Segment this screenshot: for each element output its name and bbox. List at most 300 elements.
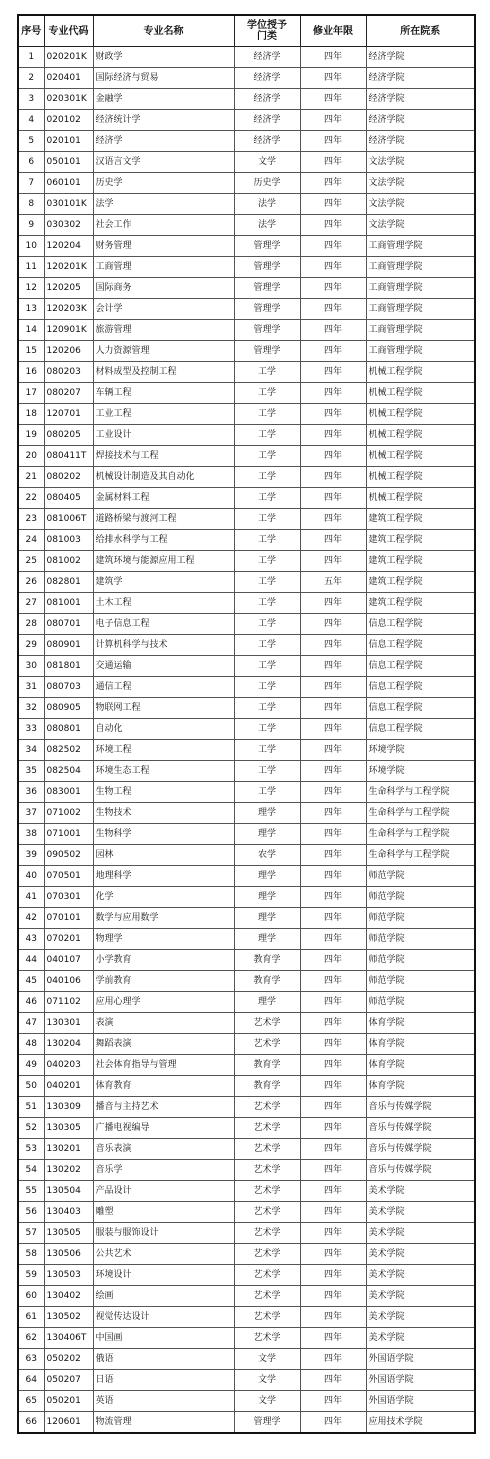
study-duration-cell: 四年 <box>300 908 366 929</box>
major-code-cell: 080801 <box>44 719 93 740</box>
study-duration-cell: 四年 <box>300 173 366 194</box>
table-row <box>18 1391 475 1412</box>
table-row <box>18 824 475 845</box>
row-index-cell: 52 <box>18 1118 44 1139</box>
study-duration-cell: 四年 <box>300 1034 366 1055</box>
major-name-cell: 汉语言文学 <box>93 152 234 173</box>
study-duration-cell: 四年 <box>300 1076 366 1097</box>
table-row <box>18 341 475 362</box>
major-name-cell: 通信工程 <box>93 677 234 698</box>
major-code-cell: 070201 <box>44 929 93 950</box>
major-code-cell: 040203 <box>44 1055 93 1076</box>
row-index-cell: 40 <box>18 866 44 887</box>
major-code-cell: 120206 <box>44 341 93 362</box>
table-row <box>18 1349 475 1370</box>
department-cell: 外国语学院 <box>366 1349 475 1370</box>
degree-category-cell: 管理学 <box>234 278 300 299</box>
row-index-cell: 8 <box>18 194 44 215</box>
major-name-cell: 物流管理 <box>93 1412 234 1434</box>
study-duration-cell: 四年 <box>300 446 366 467</box>
table-row <box>18 740 475 761</box>
major-code-cell: 120205 <box>44 278 93 299</box>
row-index-cell: 9 <box>18 215 44 236</box>
major-code-cell: 090502 <box>44 845 93 866</box>
degree-category-cell: 法学 <box>234 215 300 236</box>
row-index-cell: 18 <box>18 404 44 425</box>
study-duration-cell: 四年 <box>300 1412 366 1434</box>
table-row <box>18 509 475 530</box>
row-index-cell: 50 <box>18 1076 44 1097</box>
study-duration-cell: 四年 <box>300 1118 366 1139</box>
table-row <box>18 236 475 257</box>
major-name-cell: 生物科学 <box>93 824 234 845</box>
major-code-cell: 050201 <box>44 1391 93 1412</box>
study-duration-cell: 四年 <box>300 887 366 908</box>
study-duration-cell: 四年 <box>300 1244 366 1265</box>
major-name-cell: 旅游管理 <box>93 320 234 341</box>
row-index-cell: 60 <box>18 1286 44 1307</box>
row-index-cell: 45 <box>18 971 44 992</box>
major-name-cell: 社会体育指导与管理 <box>93 1055 234 1076</box>
row-index-cell: 66 <box>18 1412 44 1434</box>
department-cell: 生命科学与工程学院 <box>366 845 475 866</box>
degree-category-cell: 工学 <box>234 572 300 593</box>
degree-category-cell: 工学 <box>234 782 300 803</box>
study-duration-cell: 四年 <box>300 656 366 677</box>
department-cell: 信息工程学院 <box>366 698 475 719</box>
study-duration-cell: 四年 <box>300 1349 366 1370</box>
study-duration-cell: 四年 <box>300 425 366 446</box>
major-name-cell: 土木工程 <box>93 593 234 614</box>
major-code-cell: 080411T <box>44 446 93 467</box>
department-cell: 体育学院 <box>366 1013 475 1034</box>
major-name-cell: 小学教育 <box>93 950 234 971</box>
major-name-cell: 生物工程 <box>93 782 234 803</box>
degree-category-cell: 艺术学 <box>234 1223 300 1244</box>
majors-table-container <box>17 14 476 1434</box>
major-name-cell: 道路桥梁与渡河工程 <box>93 509 234 530</box>
table-row <box>18 1097 475 1118</box>
major-code-cell: 071001 <box>44 824 93 845</box>
study-duration-cell: 四年 <box>300 1370 366 1391</box>
degree-category-cell: 工学 <box>234 509 300 530</box>
study-duration-cell: 四年 <box>300 551 366 572</box>
major-code-cell: 020301K <box>44 89 93 110</box>
header-major-name: 专业名称 <box>93 15 234 47</box>
degree-category-cell: 工学 <box>234 551 300 572</box>
table-row <box>18 950 475 971</box>
department-cell: 音乐与传媒学院 <box>366 1097 475 1118</box>
major-code-cell: 130402 <box>44 1286 93 1307</box>
study-duration-cell: 四年 <box>300 782 366 803</box>
table-row <box>18 446 475 467</box>
table-row <box>18 320 475 341</box>
row-index-cell: 10 <box>18 236 44 257</box>
degree-category-cell: 艺术学 <box>234 1118 300 1139</box>
study-duration-cell: 四年 <box>300 1097 366 1118</box>
major-code-cell: 050101 <box>44 152 93 173</box>
major-name-cell: 建筑学 <box>93 572 234 593</box>
major-code-cell: 050207 <box>44 1370 93 1391</box>
major-name-cell: 材料成型及控制工程 <box>93 362 234 383</box>
degree-category-cell: 工学 <box>234 404 300 425</box>
major-code-cell: 030302 <box>44 215 93 236</box>
degree-category-cell: 艺术学 <box>234 1097 300 1118</box>
table-row <box>18 404 475 425</box>
major-code-cell: 030101K <box>44 194 93 215</box>
major-name-cell: 物联网工程 <box>93 698 234 719</box>
table-row <box>18 1013 475 1034</box>
table-row <box>18 803 475 824</box>
study-duration-cell: 四年 <box>300 950 366 971</box>
major-name-cell: 交通运输 <box>93 656 234 677</box>
study-duration-cell: 四年 <box>300 593 366 614</box>
table-row <box>18 89 475 110</box>
major-name-cell: 体育教育 <box>93 1076 234 1097</box>
degree-category-cell: 艺术学 <box>234 1244 300 1265</box>
degree-category-cell: 教育学 <box>234 971 300 992</box>
major-code-cell: 130505 <box>44 1223 93 1244</box>
department-cell: 经济学院 <box>366 68 475 89</box>
row-index-cell: 19 <box>18 425 44 446</box>
row-index-cell: 63 <box>18 1349 44 1370</box>
study-duration-cell: 四年 <box>300 1223 366 1244</box>
major-name-cell: 财政学 <box>93 47 234 68</box>
table-row <box>18 551 475 572</box>
majors-table <box>17 14 476 1434</box>
row-index-cell: 28 <box>18 614 44 635</box>
study-duration-cell: 四年 <box>300 761 366 782</box>
degree-category-cell: 艺术学 <box>234 1013 300 1034</box>
department-cell: 建筑工程学院 <box>366 530 475 551</box>
major-name-cell: 经济统计学 <box>93 110 234 131</box>
major-name-cell: 日语 <box>93 1370 234 1391</box>
major-name-cell: 园林 <box>93 845 234 866</box>
study-duration-cell: 五年 <box>300 572 366 593</box>
major-name-cell: 工业工程 <box>93 404 234 425</box>
department-cell: 信息工程学院 <box>366 614 475 635</box>
department-cell: 建筑工程学院 <box>366 509 475 530</box>
major-name-cell: 音乐学 <box>93 1160 234 1181</box>
table-row <box>18 425 475 446</box>
study-duration-cell: 四年 <box>300 320 366 341</box>
major-name-cell: 自动化 <box>93 719 234 740</box>
degree-category-cell: 工学 <box>234 362 300 383</box>
department-cell: 美术学院 <box>366 1328 475 1349</box>
major-code-cell: 040107 <box>44 950 93 971</box>
row-index-cell: 31 <box>18 677 44 698</box>
major-code-cell: 082801 <box>44 572 93 593</box>
table-row <box>18 257 475 278</box>
department-cell: 机械工程学院 <box>366 446 475 467</box>
department-cell: 外国语学院 <box>366 1391 475 1412</box>
degree-category-cell: 文学 <box>234 1349 300 1370</box>
table-row <box>18 1202 475 1223</box>
major-code-cell: 071102 <box>44 992 93 1013</box>
department-cell: 机械工程学院 <box>366 488 475 509</box>
table-row <box>18 173 475 194</box>
row-index-cell: 32 <box>18 698 44 719</box>
study-duration-cell: 四年 <box>300 110 366 131</box>
table-row <box>18 593 475 614</box>
table-row <box>18 278 475 299</box>
degree-category-cell: 理学 <box>234 992 300 1013</box>
major-name-cell: 音乐表演 <box>93 1139 234 1160</box>
major-code-cell: 130309 <box>44 1097 93 1118</box>
table-row <box>18 782 475 803</box>
department-cell: 经济学院 <box>366 131 475 152</box>
department-cell: 环境学院 <box>366 761 475 782</box>
table-row <box>18 1139 475 1160</box>
major-name-cell: 数学与应用数学 <box>93 908 234 929</box>
major-name-cell: 财务管理 <box>93 236 234 257</box>
row-index-cell: 26 <box>18 572 44 593</box>
header-degree-category: 学位授予门类 <box>234 15 300 47</box>
major-code-cell: 070101 <box>44 908 93 929</box>
degree-category-cell: 工学 <box>234 425 300 446</box>
degree-category-cell: 文学 <box>234 1391 300 1412</box>
major-code-cell: 130201 <box>44 1139 93 1160</box>
table-row <box>18 1118 475 1139</box>
study-duration-cell: 四年 <box>300 1160 366 1181</box>
degree-category-cell: 教育学 <box>234 1076 300 1097</box>
department-cell: 经济学院 <box>366 89 475 110</box>
degree-category-cell: 农学 <box>234 845 300 866</box>
major-name-cell: 学前教育 <box>93 971 234 992</box>
study-duration-cell: 四年 <box>300 530 366 551</box>
row-index-cell: 49 <box>18 1055 44 1076</box>
study-duration-cell: 四年 <box>300 194 366 215</box>
study-duration-cell: 四年 <box>300 131 366 152</box>
major-code-cell: 120204 <box>44 236 93 257</box>
degree-category-cell: 管理学 <box>234 1412 300 1434</box>
study-duration-cell: 四年 <box>300 1391 366 1412</box>
degree-category-cell: 经济学 <box>234 47 300 68</box>
study-duration-cell: 四年 <box>300 47 366 68</box>
major-code-cell: 130502 <box>44 1307 93 1328</box>
major-name-cell: 绘画 <box>93 1286 234 1307</box>
table-row <box>18 110 475 131</box>
degree-category-cell: 艺术学 <box>234 1202 300 1223</box>
department-cell: 音乐与传媒学院 <box>366 1160 475 1181</box>
degree-category-cell: 教育学 <box>234 950 300 971</box>
study-duration-cell: 四年 <box>300 719 366 740</box>
major-code-cell: 020401 <box>44 68 93 89</box>
table-row <box>18 992 475 1013</box>
table-row <box>18 1034 475 1055</box>
major-name-cell: 经济学 <box>93 131 234 152</box>
row-index-cell: 12 <box>18 278 44 299</box>
major-code-cell: 070501 <box>44 866 93 887</box>
table-row <box>18 572 475 593</box>
major-code-cell: 050202 <box>44 1349 93 1370</box>
degree-category-cell: 管理学 <box>234 299 300 320</box>
study-duration-cell: 四年 <box>300 635 366 656</box>
department-cell: 体育学院 <box>366 1055 475 1076</box>
row-index-cell: 20 <box>18 446 44 467</box>
major-code-cell: 130301 <box>44 1013 93 1034</box>
major-name-cell: 俄语 <box>93 1349 234 1370</box>
row-index-cell: 61 <box>18 1307 44 1328</box>
department-cell: 经济学院 <box>366 110 475 131</box>
study-duration-cell: 四年 <box>300 1286 366 1307</box>
table-row <box>18 866 475 887</box>
major-name-cell: 广播电视编导 <box>93 1118 234 1139</box>
row-index-cell: 65 <box>18 1391 44 1412</box>
study-duration-cell: 四年 <box>300 404 366 425</box>
department-cell: 机械工程学院 <box>366 467 475 488</box>
major-code-cell: 020102 <box>44 110 93 131</box>
row-index-cell: 47 <box>18 1013 44 1034</box>
major-code-cell: 071002 <box>44 803 93 824</box>
table-row <box>18 1307 475 1328</box>
table-row <box>18 698 475 719</box>
study-duration-cell: 四年 <box>300 509 366 530</box>
table-row <box>18 1223 475 1244</box>
row-index-cell: 16 <box>18 362 44 383</box>
major-name-cell: 计算机科学与技术 <box>93 635 234 656</box>
department-cell: 信息工程学院 <box>366 719 475 740</box>
row-index-cell: 55 <box>18 1181 44 1202</box>
department-cell: 外国语学院 <box>366 1370 475 1391</box>
table-row <box>18 677 475 698</box>
major-name-cell: 生物技术 <box>93 803 234 824</box>
department-cell: 应用技术学院 <box>366 1412 475 1434</box>
row-index-cell: 62 <box>18 1328 44 1349</box>
major-code-cell: 080207 <box>44 383 93 404</box>
row-index-cell: 36 <box>18 782 44 803</box>
department-cell: 体育学院 <box>366 1034 475 1055</box>
row-index-cell: 5 <box>18 131 44 152</box>
major-code-cell: 080703 <box>44 677 93 698</box>
department-cell: 美术学院 <box>366 1181 475 1202</box>
degree-category-cell: 经济学 <box>234 89 300 110</box>
department-cell: 美术学院 <box>366 1286 475 1307</box>
study-duration-cell: 四年 <box>300 845 366 866</box>
study-duration-cell: 四年 <box>300 803 366 824</box>
department-cell: 师范学院 <box>366 908 475 929</box>
major-name-cell: 中国画 <box>93 1328 234 1349</box>
degree-category-cell: 工学 <box>234 383 300 404</box>
table-row <box>18 929 475 950</box>
degree-category-cell: 工学 <box>234 677 300 698</box>
table-row <box>18 845 475 866</box>
row-index-cell: 34 <box>18 740 44 761</box>
row-index-cell: 56 <box>18 1202 44 1223</box>
row-index-cell: 22 <box>18 488 44 509</box>
department-cell: 文法学院 <box>366 152 475 173</box>
degree-category-cell: 工学 <box>234 656 300 677</box>
major-code-cell: 120901K <box>44 320 93 341</box>
degree-category-cell: 艺术学 <box>234 1265 300 1286</box>
department-cell: 师范学院 <box>366 992 475 1013</box>
degree-category-cell: 工学 <box>234 698 300 719</box>
department-cell: 信息工程学院 <box>366 677 475 698</box>
degree-category-cell: 艺术学 <box>234 1034 300 1055</box>
major-code-cell: 130503 <box>44 1265 93 1286</box>
study-duration-cell: 四年 <box>300 341 366 362</box>
row-index-cell: 41 <box>18 887 44 908</box>
major-name-cell: 金融学 <box>93 89 234 110</box>
major-code-cell: 130202 <box>44 1160 93 1181</box>
row-index-cell: 13 <box>18 299 44 320</box>
study-duration-cell: 四年 <box>300 362 366 383</box>
degree-category-cell: 艺术学 <box>234 1160 300 1181</box>
major-name-cell: 化学 <box>93 887 234 908</box>
row-index-cell: 44 <box>18 950 44 971</box>
table-row <box>18 467 475 488</box>
degree-category-cell: 工学 <box>234 761 300 782</box>
degree-category-cell: 工学 <box>234 635 300 656</box>
degree-category-cell: 理学 <box>234 929 300 950</box>
table-body <box>18 47 475 1434</box>
degree-category-cell: 工学 <box>234 614 300 635</box>
study-duration-cell: 四年 <box>300 992 366 1013</box>
row-index-cell: 27 <box>18 593 44 614</box>
department-cell: 美术学院 <box>366 1307 475 1328</box>
header-index: 序号 <box>18 15 44 47</box>
row-index-cell: 7 <box>18 173 44 194</box>
table-row <box>18 719 475 740</box>
row-index-cell: 6 <box>18 152 44 173</box>
major-name-cell: 机械设计制造及其自动化 <box>93 467 234 488</box>
row-index-cell: 37 <box>18 803 44 824</box>
row-index-cell: 29 <box>18 635 44 656</box>
table-row <box>18 656 475 677</box>
major-code-cell: 083001 <box>44 782 93 803</box>
table-row <box>18 47 475 68</box>
study-duration-cell: 四年 <box>300 1139 366 1160</box>
department-cell: 文法学院 <box>366 173 475 194</box>
major-code-cell: 081006T <box>44 509 93 530</box>
major-name-cell: 给排水科学与工程 <box>93 530 234 551</box>
header-department: 所在院系 <box>366 15 475 47</box>
row-index-cell: 35 <box>18 761 44 782</box>
major-name-cell: 视觉传达设计 <box>93 1307 234 1328</box>
row-index-cell: 57 <box>18 1223 44 1244</box>
major-name-cell: 英语 <box>93 1391 234 1412</box>
major-code-cell: 081002 <box>44 551 93 572</box>
degree-category-cell: 经济学 <box>234 68 300 89</box>
table-header-row <box>18 15 475 47</box>
row-index-cell: 30 <box>18 656 44 677</box>
major-code-cell: 130204 <box>44 1034 93 1055</box>
major-code-cell: 080203 <box>44 362 93 383</box>
row-index-cell: 25 <box>18 551 44 572</box>
department-cell: 工商管理学院 <box>366 320 475 341</box>
major-code-cell: 130403 <box>44 1202 93 1223</box>
degree-category-cell: 法学 <box>234 194 300 215</box>
table-row <box>18 614 475 635</box>
degree-category-cell: 工学 <box>234 467 300 488</box>
major-name-cell: 金属材料工程 <box>93 488 234 509</box>
study-duration-cell: 四年 <box>300 1265 366 1286</box>
major-name-cell: 环境工程 <box>93 740 234 761</box>
department-cell: 音乐与传媒学院 <box>366 1139 475 1160</box>
row-index-cell: 54 <box>18 1160 44 1181</box>
table-row <box>18 1055 475 1076</box>
department-cell: 工商管理学院 <box>366 341 475 362</box>
major-code-cell: 020201K <box>44 47 93 68</box>
study-duration-cell: 四年 <box>300 152 366 173</box>
major-name-cell: 人力资源管理 <box>93 341 234 362</box>
study-duration-cell: 四年 <box>300 89 366 110</box>
table-row <box>18 1160 475 1181</box>
major-code-cell: 080202 <box>44 467 93 488</box>
department-cell: 建筑工程学院 <box>366 551 475 572</box>
table-row <box>18 152 475 173</box>
row-index-cell: 33 <box>18 719 44 740</box>
